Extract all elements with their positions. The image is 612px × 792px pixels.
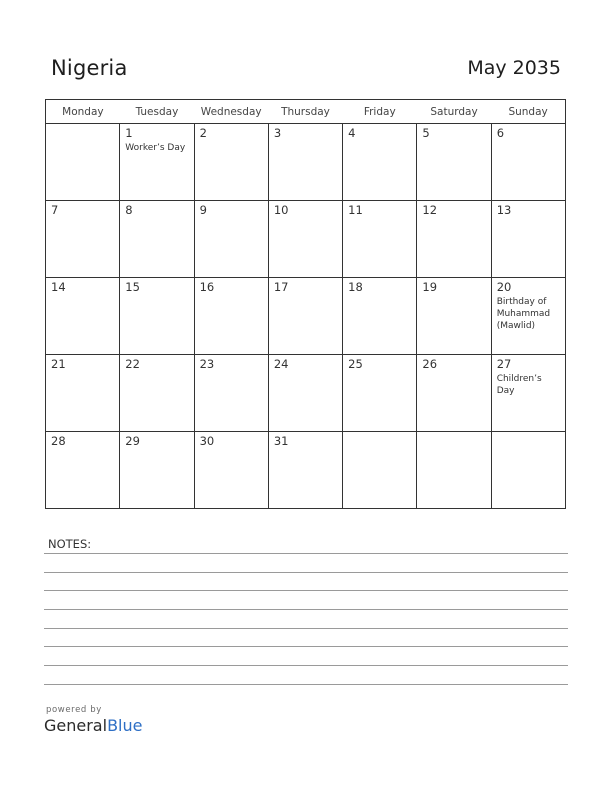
day-cell bbox=[120, 124, 194, 201]
calendar-grid bbox=[45, 99, 566, 509]
day-cell bbox=[417, 201, 491, 278]
notes-line bbox=[44, 665, 568, 666]
day-cell bbox=[268, 432, 342, 509]
weekday-tuesday: Tuesday bbox=[120, 100, 194, 124]
day-number: 25 bbox=[348, 357, 363, 371]
day-cell bbox=[417, 278, 491, 355]
day-number: 20 bbox=[496, 280, 512, 294]
day-number: 5 bbox=[422, 126, 430, 140]
day-number: 6 bbox=[496, 126, 505, 140]
weekday-friday: Friday bbox=[343, 100, 417, 124]
day-cell bbox=[194, 355, 268, 432]
day-cell bbox=[491, 432, 565, 509]
day-number: 11 bbox=[348, 203, 363, 217]
day-number: 21 bbox=[51, 357, 66, 371]
day-cell bbox=[120, 278, 194, 355]
month-year-title: May 2035 bbox=[467, 57, 561, 79]
weekday-thursday: Thursday bbox=[268, 100, 342, 124]
day-cell bbox=[46, 355, 120, 432]
day-cell bbox=[417, 432, 491, 509]
weekday-sunday: Sunday bbox=[491, 100, 565, 124]
day-cell bbox=[343, 432, 417, 509]
day-number: 30 bbox=[199, 434, 215, 448]
day-number: 29 bbox=[125, 434, 140, 448]
holiday-label: Worker’s Day bbox=[125, 143, 186, 153]
week-row-2 bbox=[46, 201, 566, 278]
notes-line bbox=[44, 609, 568, 610]
day-cell bbox=[491, 201, 565, 278]
week-row-4 bbox=[46, 355, 566, 432]
day-number: 14 bbox=[51, 280, 66, 294]
day-number: 17 bbox=[273, 280, 289, 294]
day-cell bbox=[120, 355, 194, 432]
day-cell bbox=[194, 432, 268, 509]
day-number: 9 bbox=[199, 203, 207, 217]
brand-name-part2: Blue bbox=[107, 716, 143, 735]
day-number: 2 bbox=[199, 126, 207, 140]
day-cell bbox=[491, 355, 565, 432]
day-cell bbox=[120, 201, 194, 278]
day-cell bbox=[46, 278, 120, 355]
day-cell bbox=[46, 432, 120, 509]
day-number: 18 bbox=[348, 280, 363, 294]
notes-line bbox=[44, 590, 568, 591]
day-cell bbox=[417, 355, 491, 432]
day-cell bbox=[343, 278, 417, 355]
day-number: 26 bbox=[422, 357, 438, 371]
day-cell bbox=[491, 278, 565, 355]
weekday-wednesday: Wednesday bbox=[194, 100, 268, 124]
brand-name-part1: General bbox=[44, 716, 108, 735]
day-cell bbox=[46, 124, 120, 201]
notes-line bbox=[44, 684, 568, 685]
powered-by-text: powered by bbox=[46, 705, 102, 715]
day-cell bbox=[46, 201, 120, 278]
notes-line bbox=[44, 628, 568, 629]
day-number: 28 bbox=[51, 434, 66, 448]
notes-line bbox=[44, 553, 568, 554]
notes-line bbox=[44, 646, 568, 647]
day-cell bbox=[491, 124, 565, 201]
day-cell bbox=[268, 201, 342, 278]
day-number: 3 bbox=[273, 126, 282, 140]
week-row-1 bbox=[46, 124, 566, 201]
day-cell bbox=[417, 124, 491, 201]
day-number: 7 bbox=[51, 203, 59, 217]
day-cell bbox=[194, 124, 268, 201]
day-number: 19 bbox=[422, 280, 438, 294]
day-number: 4 bbox=[348, 126, 356, 140]
day-cell bbox=[343, 201, 417, 278]
day-cell bbox=[120, 432, 194, 509]
notes-label: NOTES: bbox=[48, 537, 92, 551]
day-cell bbox=[268, 124, 342, 201]
day-number: 15 bbox=[125, 280, 140, 294]
day-cell bbox=[194, 201, 268, 278]
day-number: 1 bbox=[125, 126, 133, 140]
day-number: 16 bbox=[199, 280, 215, 294]
brand-logo[interactable] bbox=[44, 716, 142, 735]
week-row-5 bbox=[46, 432, 566, 509]
day-cell bbox=[268, 355, 342, 432]
day-cell bbox=[268, 278, 342, 355]
weekday-monday: Monday bbox=[46, 100, 120, 124]
day-number: 12 bbox=[422, 203, 438, 217]
day-cell bbox=[194, 278, 268, 355]
weekday-saturday: Saturday bbox=[417, 100, 491, 124]
day-number: 8 bbox=[125, 203, 133, 217]
day-number: 23 bbox=[199, 357, 215, 371]
holiday-label: Children’s Day bbox=[496, 374, 542, 396]
day-number: 10 bbox=[273, 203, 289, 217]
day-number: 24 bbox=[273, 357, 289, 371]
day-cell bbox=[343, 124, 417, 201]
week-row-3 bbox=[46, 278, 566, 355]
day-number: 27 bbox=[496, 357, 512, 371]
notes-line bbox=[44, 572, 568, 573]
day-cell bbox=[343, 355, 417, 432]
country-title: Nigeria bbox=[51, 56, 128, 80]
day-number: 31 bbox=[273, 434, 289, 448]
holiday-label: Birthday of Muhammad (Mawlid) bbox=[496, 297, 551, 331]
weekday-header-row bbox=[46, 100, 566, 124]
day-number: 13 bbox=[496, 203, 512, 217]
day-number: 22 bbox=[125, 357, 140, 371]
